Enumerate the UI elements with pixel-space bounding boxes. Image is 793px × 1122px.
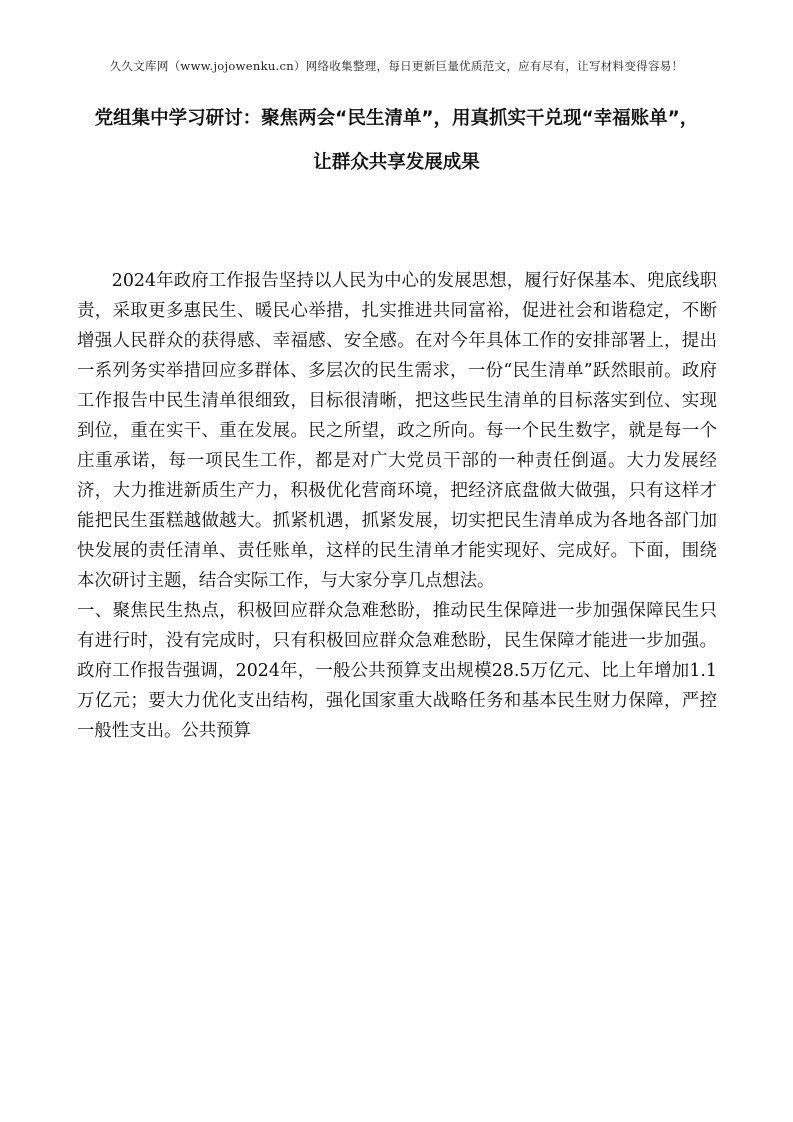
site-header-note: 久久文库网（www.jojowenku.cn）网络收集整理，每日更新巨量优质范文，应有尽有，让写材料变得容易！ — [109, 59, 684, 73]
document-title-line-1: 党组集中学习研讨：聚焦两会“民生清单”，用真抓实干兑现“幸福账单”， — [94, 108, 699, 129]
body-paragraph-intro: 2024年政府工作报告坚持以人民为中心的发展思想，履行好保基本、兜底线职责，采取更多惠民生、暖民心举措，扎实推进共同富裕，促进社会和谐稳定，不断增强人民群众的获得感、幸福感、安全感。在对今年具体工作的安排部署上，提出一系列务实举措回应多群体、多层次的民生需求，一份“民生清单”跃然眼前。政府工作报告中民生清单很细致，目标很清晰，把这些民生清单的目标落实到位、实现到位，重在实干、重在发展。民之所望，政之所向。每一个民生数字，就是每一个庄重承诺，每一项民生工作，都是对广大党员干部的一种责任倒逼。大力发展经济，大力推进新质生产力，积极优化营商环境，把经济底盘做大做强，只有这样才能把民生蛋糕越做越大。抓紧机遇，抓紧发展，切实把民生清单成为各地各部门加快发展的责任清单、责任账单，这样的民生清单才能实现好、完成好。下面，围绕本次研讨主题，结合实际工作，与大家分享几点想法。 — [77, 271, 717, 591]
body-paragraph-section-1: 一、聚焦民生热点，积极回应群众急难愁盼，推动民生保障进一步加强保障民生只有进行时，没有完成时，只有积极回应群众急难愁盼，民生保障才能进一步加强。政府工作报告强调，2024年，一般公共预算支出规模28.5万亿元、比上年增加1.1万亿元；要大力优化支出结构，强化国家重大战略任务和基本民生财力保障，严控一般性支出。公共预算 — [77, 601, 717, 741]
document-title-line-2: 让群众共享发展成果 — [313, 152, 480, 173]
document-body — [77, 266, 717, 746]
